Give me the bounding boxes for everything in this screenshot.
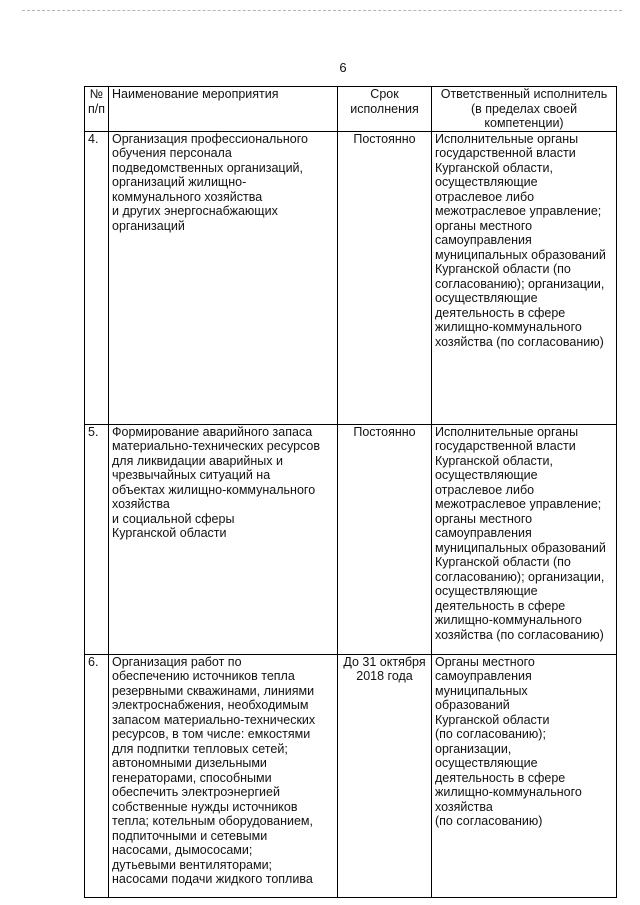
- header-responsible-executor: Ответственный исполнитель (в пределах своей компетенции): [432, 87, 617, 132]
- table-row: [85, 424, 617, 654]
- measure-name: Формирование аварийного запаса материально-технических ресурсов для ликвидации аварийных и чрезвычайных ситуаций на объектах жилищно-коммунального хозяйства и социальной сферы Курганской области: [109, 424, 338, 654]
- measures-table: [84, 86, 617, 898]
- page-top-edge: [22, 10, 622, 11]
- row-number: 4.: [85, 131, 109, 424]
- header-deadline: Срок исполнения: [338, 87, 432, 132]
- deadline: Постоянно: [338, 424, 432, 654]
- measure-name: Организация работ по обеспечению источников тепла резервными скважинами, линиями электроснабжения, необходимым запасом материально-технических ресурсов, в том числе: емкостями для подпитки тепловых сетей; автономными дизельными генераторами, способными обеспечить электроэнергией собственные нужды источников тепла; котельным оборудованием, подпиточными и сетевыми насосами, дымососами; дутьевыми вентиляторами; насосами подачи жидкого топлива: [109, 654, 338, 897]
- header-measure-name: Наименование мероприятия: [109, 87, 338, 132]
- table-row: [85, 654, 617, 897]
- page-number: 6: [339, 60, 347, 75]
- deadline: Постоянно: [338, 131, 432, 424]
- table-header-row: [85, 87, 617, 132]
- measure-name: Организация профессионального обучения персонала подведомственных организаций, организаций жилищно- коммунального хозяйства и других энергоснабжающих организаций: [109, 131, 338, 424]
- row-number: 6.: [85, 654, 109, 897]
- deadline: До 31 октября 2018 года: [338, 654, 432, 897]
- responsible-executor: Исполнительные органы государственной власти Курганской области, осуществляющие отраслевое либо межотраслевое управление; органы местного самоуправления муниципальных образований Курганской области (по согласованию); организации, осуществляющие деятельность в сфере жилищно-коммунального хозяйства (по согласованию): [432, 424, 617, 654]
- row-number: 5.: [85, 424, 109, 654]
- table-row: [85, 131, 617, 424]
- responsible-executor: Органы местного самоуправления муниципальных образований Курганской области (по согласованию); организации, осуществляющие деятельность в сфере жилищно-коммунального хозяйства (по согласованию): [432, 654, 617, 897]
- responsible-executor: Исполнительные органы государственной власти Курганской области, осуществляющие отраслевое либо межотраслевое управление; органы местного самоуправления муниципальных образований Курганской области (по согласованию); организации, осуществляющие деятельность в сфере жилищно-коммунального хозяйства (по согласованию): [432, 131, 617, 424]
- header-number: № п/п: [85, 87, 109, 132]
